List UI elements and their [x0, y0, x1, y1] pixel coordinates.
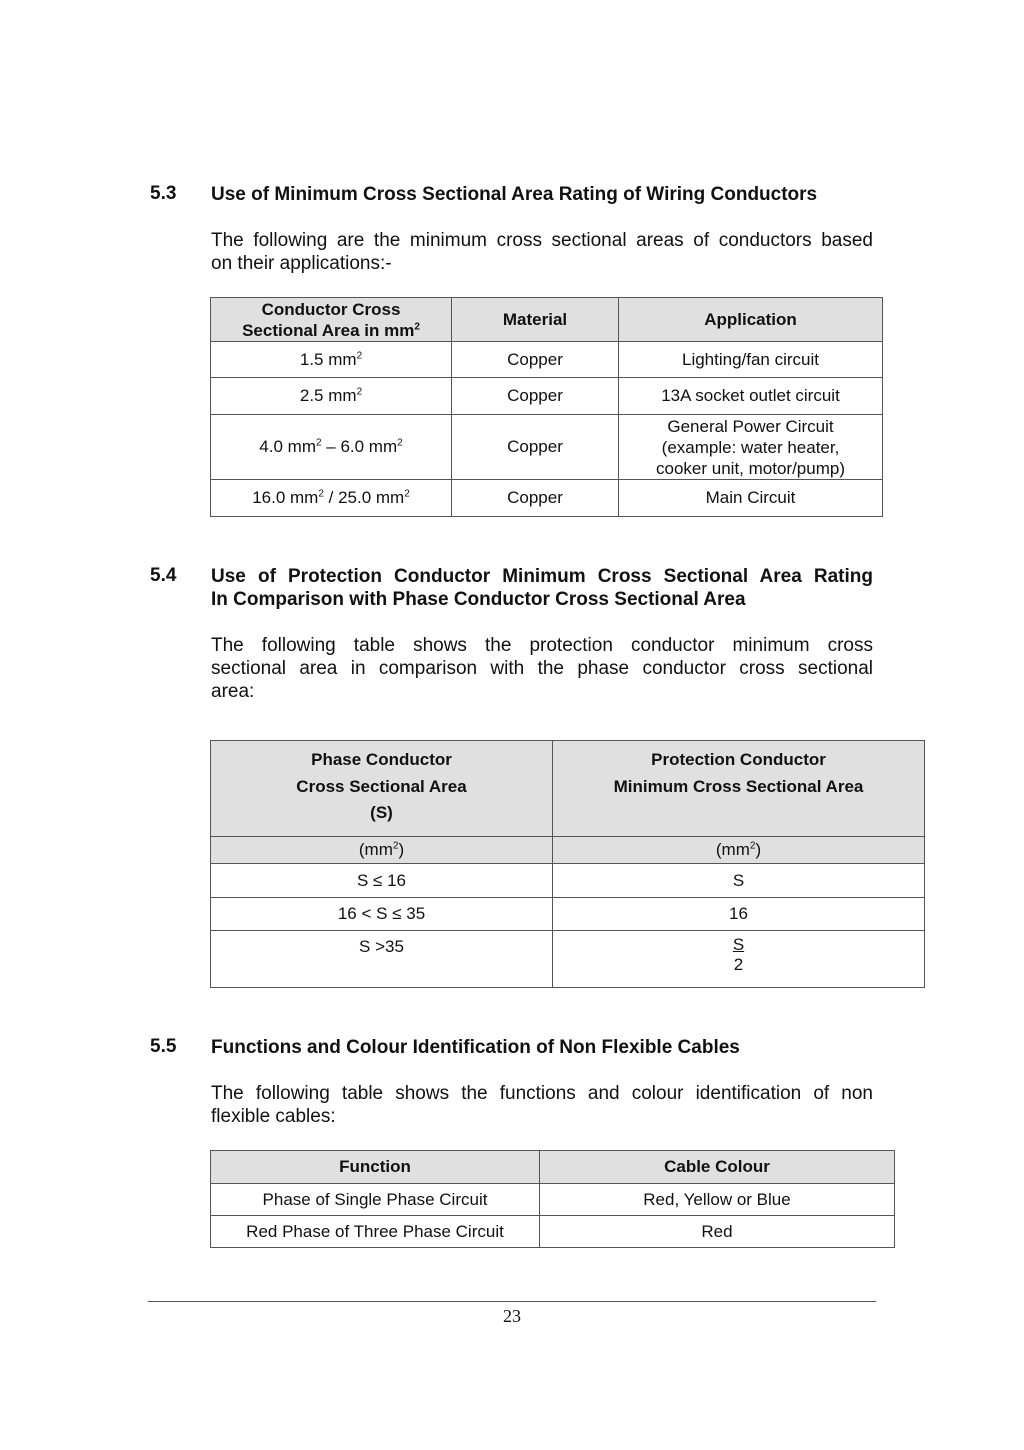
intro-line: area:: [211, 681, 255, 702]
table-row: [211, 378, 883, 415]
table-unit-row: [211, 837, 925, 864]
cell-material: Copper: [452, 480, 619, 517]
cell-phase: S ≤ 16: [211, 864, 553, 898]
section-5-3-number: 5.3: [150, 183, 177, 204]
cell-text: – 6.0 mm: [321, 437, 398, 456]
title-line: In Comparison with Phase Conductor Cross Sectional Area: [211, 589, 746, 610]
conductor-area-table: [210, 297, 883, 517]
header-text: Conductor Cross: [261, 299, 401, 319]
cell-function: Phase of Single Phase Circuit: [211, 1184, 540, 1216]
section-5-5-intro: [211, 1082, 873, 1128]
cell-text: 4.0 mm: [259, 437, 316, 456]
cell-area: [211, 480, 452, 517]
cell-text: / 25.0 mm: [323, 488, 405, 507]
title-line: Use of Protection Conductor Minimum Cross Sectional Area Rating: [211, 566, 873, 587]
intro-line: flexible cables:: [211, 1106, 336, 1127]
fraction-numerator: S: [732, 935, 745, 954]
header-material: Material: [452, 298, 619, 342]
protection-conductor-table: [210, 740, 925, 988]
section-5-3-intro: [211, 229, 873, 275]
cell-text: General Power Circuit: [667, 416, 834, 436]
cell-phase: 16 < S ≤ 35: [211, 898, 553, 931]
cell-text: cooker unit, motor/pump): [656, 458, 845, 478]
cell-application: Lighting/fan circuit: [619, 342, 883, 378]
unit-protection: [553, 837, 925, 864]
cell-material: Copper: [452, 342, 619, 378]
header-phase-conductor: [211, 741, 553, 837]
table-row: [211, 480, 883, 517]
cell-text: 2.5 mm: [299, 386, 357, 405]
cable-colour-table: [210, 1150, 895, 1248]
superscript: 2: [356, 386, 363, 398]
cell-area: [211, 415, 452, 480]
superscript: 2: [414, 320, 420, 332]
footer-rule: [148, 1301, 876, 1302]
header-application: Application: [619, 298, 883, 342]
fraction: [733, 935, 744, 975]
header-text: Phase Conductor: [311, 750, 452, 769]
section-5-4-number: 5.4: [150, 565, 177, 586]
table-row: [211, 864, 925, 898]
page-number: 23: [503, 1306, 521, 1326]
cell-area: [211, 342, 452, 378]
cell-protection: 16: [553, 898, 925, 931]
superscript: 2: [404, 488, 410, 500]
section-5-5-title: Functions and Colour Identification of Non Flexible Cables: [211, 1037, 740, 1058]
cell-function: Red Phase of Three Phase Circuit: [211, 1216, 540, 1248]
superscript: 2: [318, 488, 324, 500]
header-text: Protection Conductor: [651, 750, 826, 769]
cell-material: Copper: [452, 378, 619, 415]
section-5-4-intro: [211, 634, 873, 703]
header-text: (S): [370, 803, 393, 822]
section-5-3-title: Use of Minimum Cross Sectional Area Rating of Wiring Conductors: [211, 184, 818, 205]
cell-protection: [553, 931, 925, 988]
cell-protection: S: [553, 864, 925, 898]
cell-material: Copper: [452, 415, 619, 480]
cell-phase: S >35: [211, 931, 553, 988]
cell-text: (example: water heater,: [661, 437, 840, 457]
cell-area: [211, 378, 452, 415]
table-row: [211, 1216, 895, 1248]
cell-colour: Red: [540, 1216, 895, 1248]
header-text: Sectional Area in mm: [242, 320, 415, 340]
intro-line: sectional area in comparison with the phase conductor cross sectional: [211, 658, 873, 679]
unit-text: ): [755, 840, 762, 859]
intro-line: The following are the minimum cross sectional areas of conductors based: [211, 230, 873, 251]
header-function: Function: [211, 1151, 540, 1184]
table-row: [211, 342, 883, 378]
cell-application: Main Circuit: [619, 480, 883, 517]
cell-application: 13A socket outlet circuit: [619, 378, 883, 415]
unit-phase: [211, 837, 553, 864]
intro-line: The following table shows the protection conductor minimum cross: [211, 635, 873, 656]
table-row: [211, 898, 925, 931]
header-cable-colour: Cable Colour: [540, 1151, 895, 1184]
header-text: Minimum Cross Sectional Area: [613, 776, 864, 796]
cell-text: 16.0 mm: [252, 488, 319, 507]
superscript: 2: [749, 840, 756, 852]
fraction-denominator: 2: [733, 955, 744, 974]
cell-colour: Red, Yellow or Blue: [540, 1184, 895, 1216]
table-header-row: [211, 298, 883, 342]
table-header-row: [211, 741, 925, 837]
unit-text: (mm: [358, 840, 393, 859]
table-row: [211, 931, 925, 988]
cell-application: [619, 415, 883, 480]
header-conductor-area: [211, 298, 452, 342]
table-header-row: [211, 1151, 895, 1184]
superscript: 2: [397, 437, 403, 449]
table-row: [211, 1184, 895, 1216]
cell-text: 1.5 mm: [299, 349, 357, 369]
superscript: 2: [315, 437, 322, 449]
table-row: [211, 415, 883, 480]
section-5-4-title: [211, 565, 873, 611]
superscript: 2: [392, 840, 399, 852]
intro-line: The following table shows the functions and colour identification of non: [211, 1083, 873, 1104]
superscript: 2: [356, 349, 363, 361]
unit-text: ): [398, 840, 405, 859]
section-5-5-number: 5.5: [150, 1036, 177, 1057]
header-protection-conductor: [553, 741, 925, 837]
intro-line: on their applications:-: [211, 253, 392, 274]
header-text: Cross Sectional Area: [296, 776, 467, 796]
unit-text: (mm: [715, 840, 750, 859]
